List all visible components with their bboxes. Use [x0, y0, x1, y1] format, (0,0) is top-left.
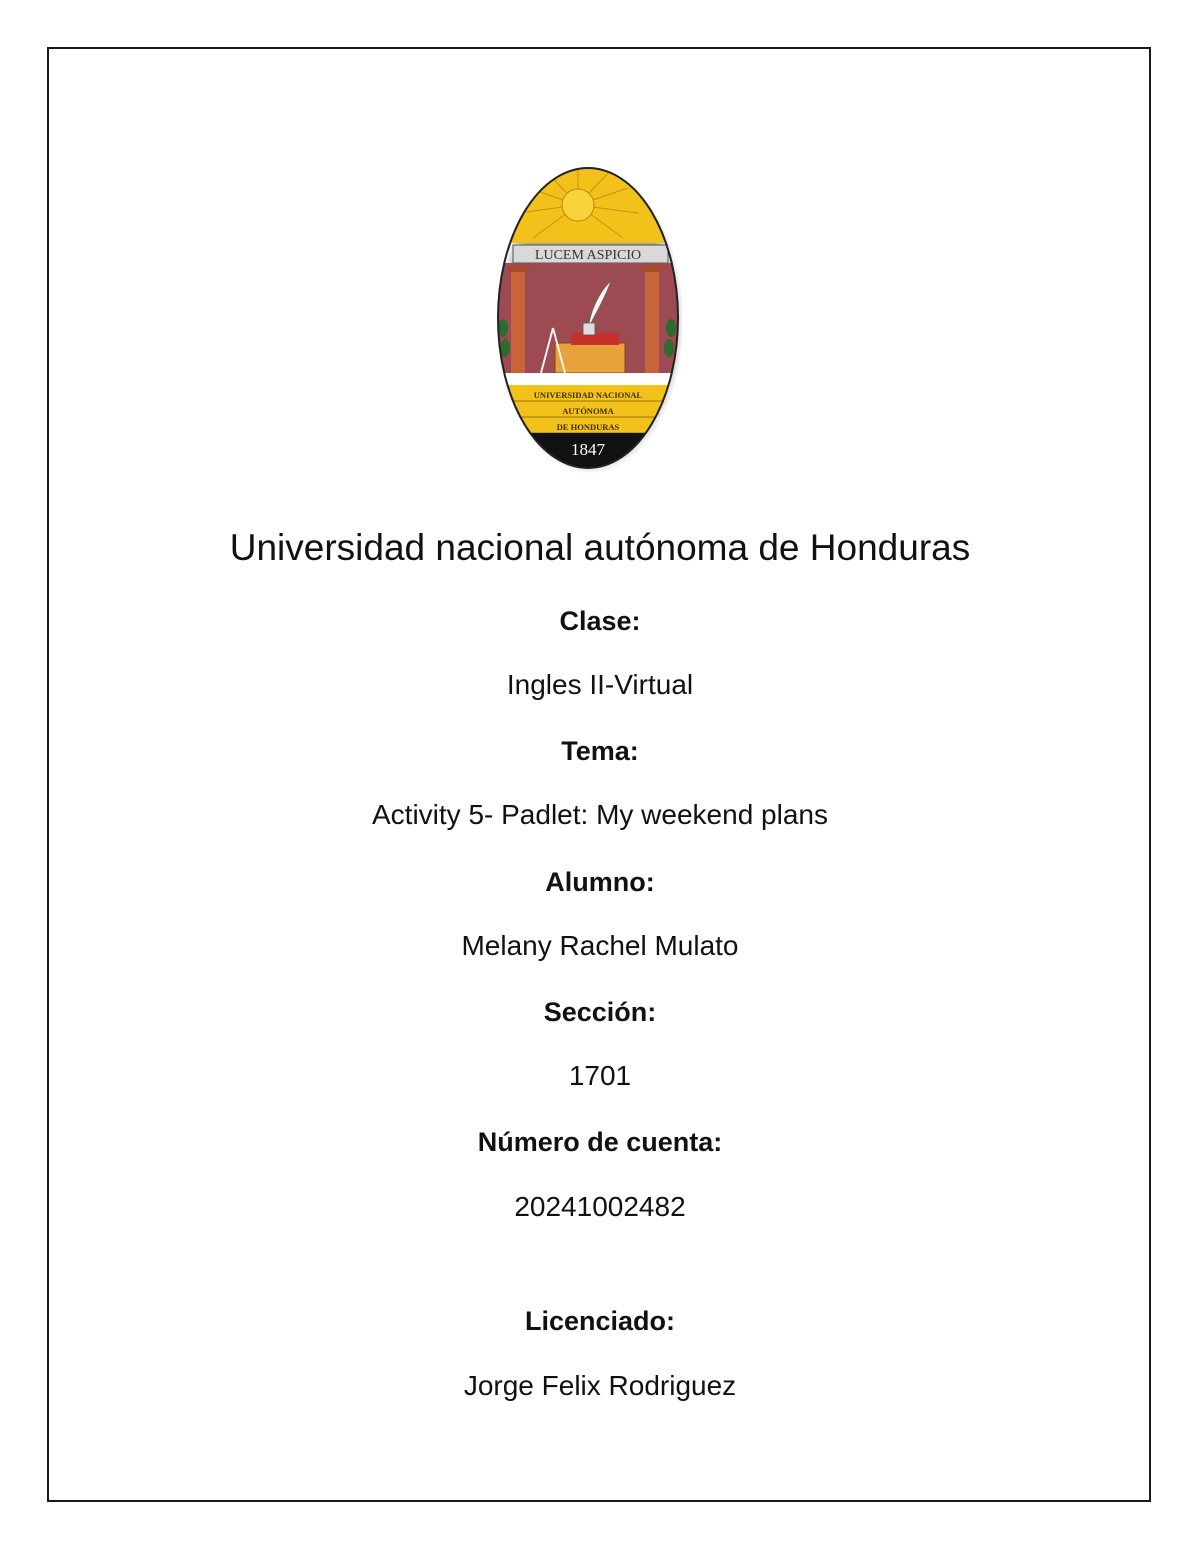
field-label-licenciado: Licenciado:: [524, 1306, 676, 1336]
field-value-clase: Ingles II-Virtual: [506, 669, 694, 700]
crest-band-line2: AUTÓNOMA: [562, 406, 614, 416]
crest-band-line3: DE HONDURAS: [556, 422, 620, 432]
field-value-licenciado: Jorge Felix Rodriguez: [463, 1370, 737, 1401]
crest-band-line1: UNIVERSIDAD NACIONAL: [533, 390, 643, 400]
field-value-seccion: 1701: [568, 1060, 632, 1091]
crest-motto: LUCEM ASPICIO: [534, 248, 642, 263]
field-label-seccion: Sección:: [543, 997, 657, 1027]
field-label-clase: Clase:: [559, 606, 641, 636]
field-value-alumno: Melany Rachel Mulato: [461, 930, 739, 961]
field-value-numero-de-cuenta: 20241002482: [514, 1191, 686, 1222]
university-crest-logo: [493, 163, 683, 473]
field-value-tema: Activity 5- Padlet: My weekend plans: [372, 799, 828, 830]
crest-year: 1847: [571, 440, 605, 459]
field-label-numero-de-cuenta: Número de cuenta:: [477, 1127, 723, 1157]
field-label-tema: Tema:: [561, 736, 639, 766]
field-label-alumno: Alumno:: [545, 867, 655, 897]
page-title: Universidad nacional autónoma de Honduras: [229, 527, 971, 568]
